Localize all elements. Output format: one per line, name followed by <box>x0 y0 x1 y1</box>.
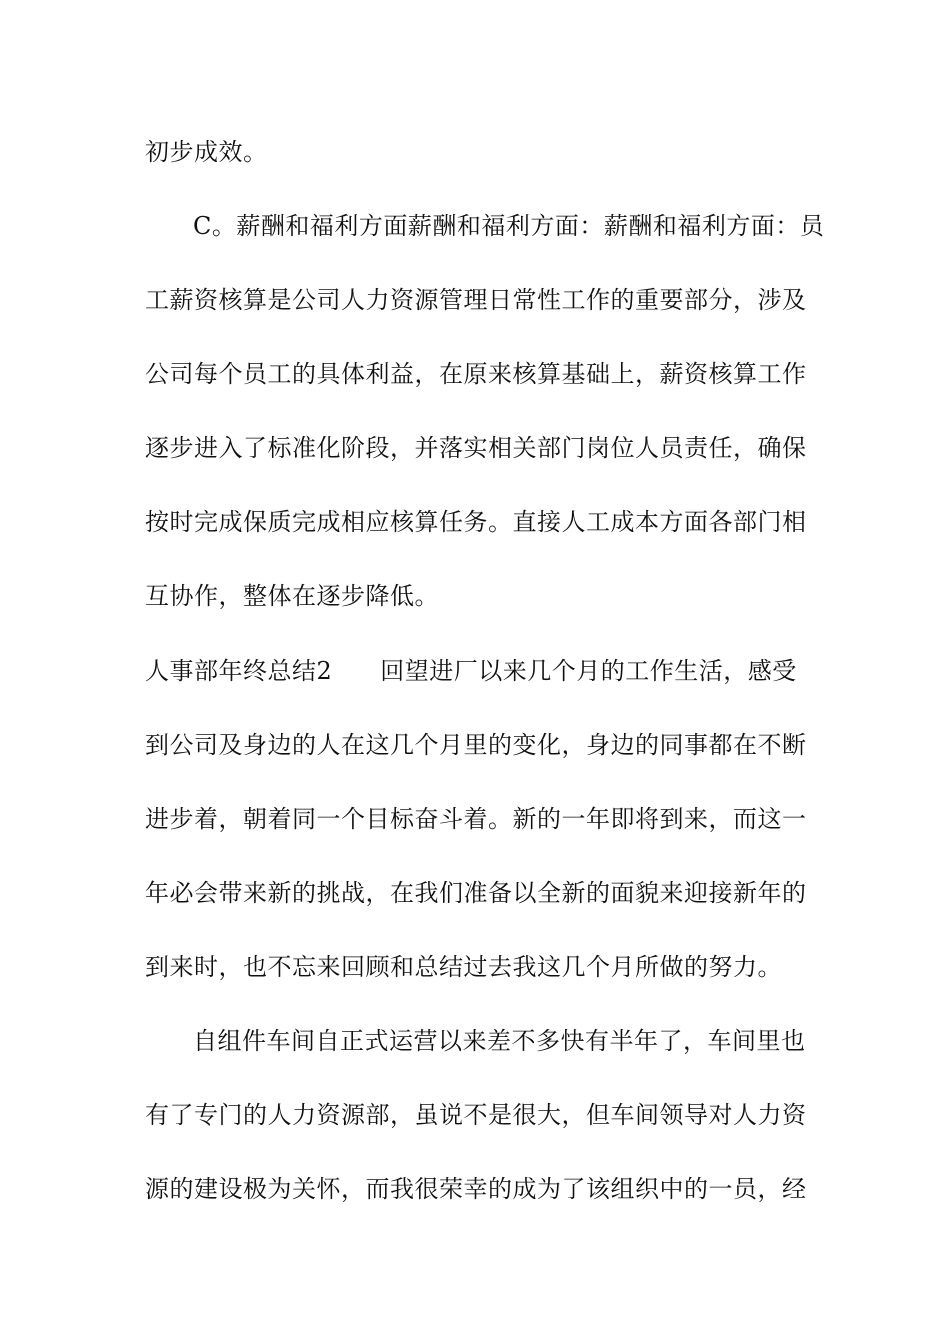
text-line-1: 初步成效。 <box>145 138 268 166</box>
text-line-7: 互协作，整体在逐步降低。 <box>145 582 439 610</box>
text-line-2: C。薪酬和福利方面薪酬和福利方面：薪酬和福利方面：员 <box>193 212 825 240</box>
section-heading: 人事部年终总结2 <box>145 657 333 685</box>
text-line-11: 年必会带来新的挑战，在我们准备以全新的面貌来迎接新年的 <box>145 879 807 907</box>
text-line-13: 自组件车间自正式运营以来差不多快有半年了，车间里也 <box>193 1027 806 1055</box>
text-line-5: 逐步进入了标准化阶段，并落实相关部门岗位人员责任，确保 <box>145 434 807 462</box>
text-line-9: 到公司及身边的人在这几个月里的变化，身边的同事都在不断 <box>145 731 807 759</box>
text-line-15: 源的建设极为关怀，而我很荣幸的成为了该组织中的一员，经 <box>145 1175 807 1203</box>
text-line-6: 按时完成保质完成相应核算任务。直接人工成本方面各部门相 <box>145 508 807 536</box>
text-line-3: 工薪资核算是公司人力资源管理日常性工作的重要部分，涉及 <box>145 286 807 314</box>
section-heading-line <box>145 655 810 687</box>
text-line-14: 有了专门的人力资源部，虽说不是很大，但车间领导对人力资 <box>145 1101 807 1129</box>
text-line-4: 公司每个员工的具体利益，在原来核算基础上，薪资核算工作 <box>145 360 807 388</box>
section-intro-text: 回望进厂以来几个月的工作生活，感受 <box>380 657 797 685</box>
text-line-10: 进步着，朝着同一个目标奋斗着。新的一年即将到来，而这一 <box>145 805 807 833</box>
text-line-12: 到来时，也不忘来回顾和总结过去我这几个月所做的努力。 <box>145 953 782 981</box>
